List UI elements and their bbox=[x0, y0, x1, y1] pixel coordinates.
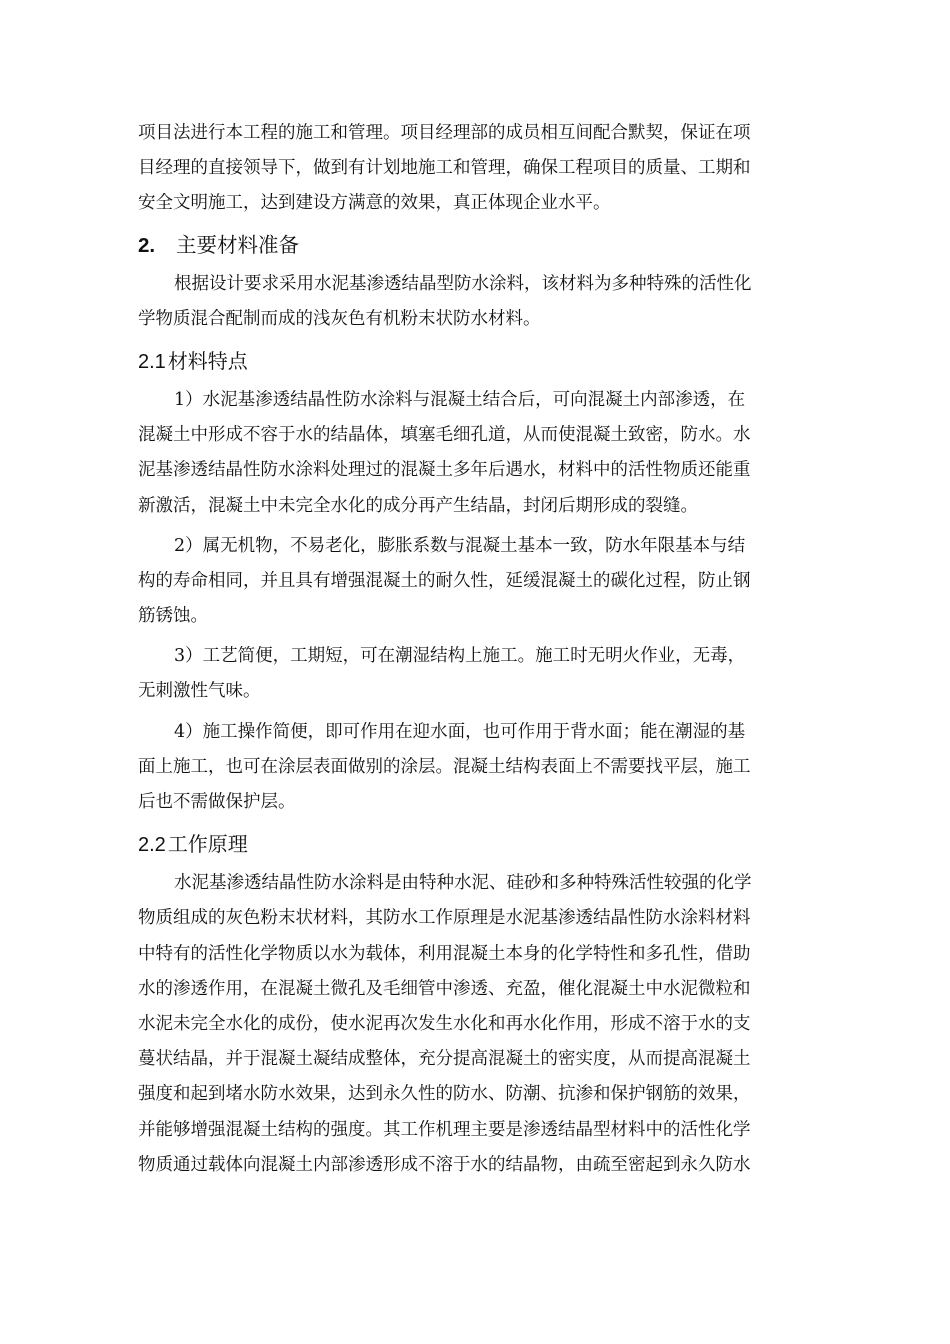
paragraph-line: 后也不需做保护层。 bbox=[138, 792, 296, 812]
paragraph-line: 水泥未完全水化的成份，使水泥再次发生水化和再水化作用，形成不溶于水的支 bbox=[138, 1013, 751, 1034]
paragraph-line: 水的渗透作用，在混凝土微孔及毛细管中渗透、充盈，催化混凝土中水泥微粒和 bbox=[138, 978, 751, 999]
paragraph-line: 中特有的活性化学物质以水为载体，利用混凝土本身的化学特性和多孔性，借助 bbox=[138, 943, 751, 964]
feature-item-4 bbox=[138, 715, 818, 821]
section-title: 主要材料准备 bbox=[176, 232, 299, 257]
paragraph-line: 并能够增强混凝土结构的强度。其工作机理主要是渗透结晶型材料中的活性化学 bbox=[138, 1119, 751, 1140]
document-page bbox=[138, 116, 818, 1183]
paragraph-line: 强度和起到堵水防水效果，达到永久性的防水、防潮、抗渗和保护钢筋的效果， bbox=[138, 1084, 751, 1105]
section-2-paragraph bbox=[138, 267, 818, 337]
paragraph-line: 新激活，混凝土中未完全水化的成分再产生结晶，封闭后期形成的裂缝。 bbox=[138, 495, 698, 516]
paragraph-line: 学物质混合配制而成的浅灰色有机粉末状防水材料。 bbox=[138, 308, 541, 329]
section-number: 2. bbox=[138, 233, 156, 257]
paragraph-line: 根据设计要求采用水泥基渗透结晶型防水涂料，该材料为多种特殊的活性化 bbox=[174, 273, 752, 294]
section-title: 材料特点 bbox=[167, 348, 248, 373]
paragraph-line: 1）水泥基渗透结晶性防水涂料与混凝土结合后，可向混凝土内部渗透，在 bbox=[174, 389, 746, 410]
feature-item-1 bbox=[138, 383, 818, 524]
paragraph-line: 4）施工操作简便，即可作用在迎水面，也可作用于背水面；能在潮湿的基 bbox=[174, 721, 746, 742]
paragraph-line: 泥基渗透结晶性防水涂料处理过的混凝土多年后遇水，材料中的活性物质还能重 bbox=[138, 460, 751, 481]
paragraph-line: 构的寿命相同，并且具有增强混凝土的耐久性，延缓混凝土的碳化过程，防止钢 bbox=[138, 570, 751, 591]
feature-item-3 bbox=[138, 639, 818, 709]
section-number: 2.2 bbox=[138, 834, 166, 857]
section-title: 工作原理 bbox=[167, 832, 248, 857]
paragraph-line: 物质组成的灰色粉末状材料，其防水工作原理是水泥基渗透结晶性防水涂料材料 bbox=[138, 908, 751, 929]
paragraph-line: 水泥基渗透结晶性防水涂料是由特种水泥、硅砂和多种特殊活性较强的化学 bbox=[174, 873, 752, 894]
paragraph-line: 目经理的直接领导下，做到有计划地施工和管理，确保工程项目的质量、工期和 bbox=[138, 158, 751, 179]
paragraph-line: 无刺激性气味。 bbox=[138, 681, 261, 702]
paragraph-line: 混凝土中形成不容于水的结晶体，填塞毛细孔道，从而使混凝土致密，防水。水 bbox=[138, 425, 751, 446]
section-number: 2.1 bbox=[138, 350, 166, 373]
paragraph-line: 3）工艺简便，工期短，可在潮湿结构上施工。施工时无明火作业，无毒， bbox=[174, 646, 746, 667]
paragraph-line: 安全文明施工，达到建设方满意的效果，真正体现企业水平。 bbox=[138, 193, 611, 214]
section-2-2-paragraph bbox=[138, 866, 818, 1183]
paragraph-line: 面上施工，也可在涂层表面做别的涂层。混凝土结构表面上不需要找平层，施工 bbox=[138, 756, 751, 777]
paragraph-line: 项目法进行本工程的施工和管理。项目经理部的成员相互间配合默契，保证在项 bbox=[138, 123, 751, 143]
section-2-2-heading bbox=[138, 826, 818, 862]
paragraph-line: 物质通过载体向混凝土内部渗透形成不溶于水的结晶物，由疏至密起到永久防水 bbox=[138, 1154, 751, 1175]
paragraph-line: 蔓状结晶，并于混凝土凝结成整体，充分提高混凝土的密实度，从而提高混凝土 bbox=[138, 1049, 751, 1070]
section-2-heading bbox=[138, 226, 818, 264]
paragraph-line: 2）属无机物，不易老化，膨胀系数与混凝土基本一致，防水年限基本与结 bbox=[174, 535, 746, 556]
section-2-1-heading bbox=[138, 343, 818, 379]
intro-paragraph bbox=[138, 116, 818, 222]
paragraph-line: 筋锈蚀。 bbox=[138, 606, 208, 627]
feature-item-2 bbox=[138, 529, 818, 635]
